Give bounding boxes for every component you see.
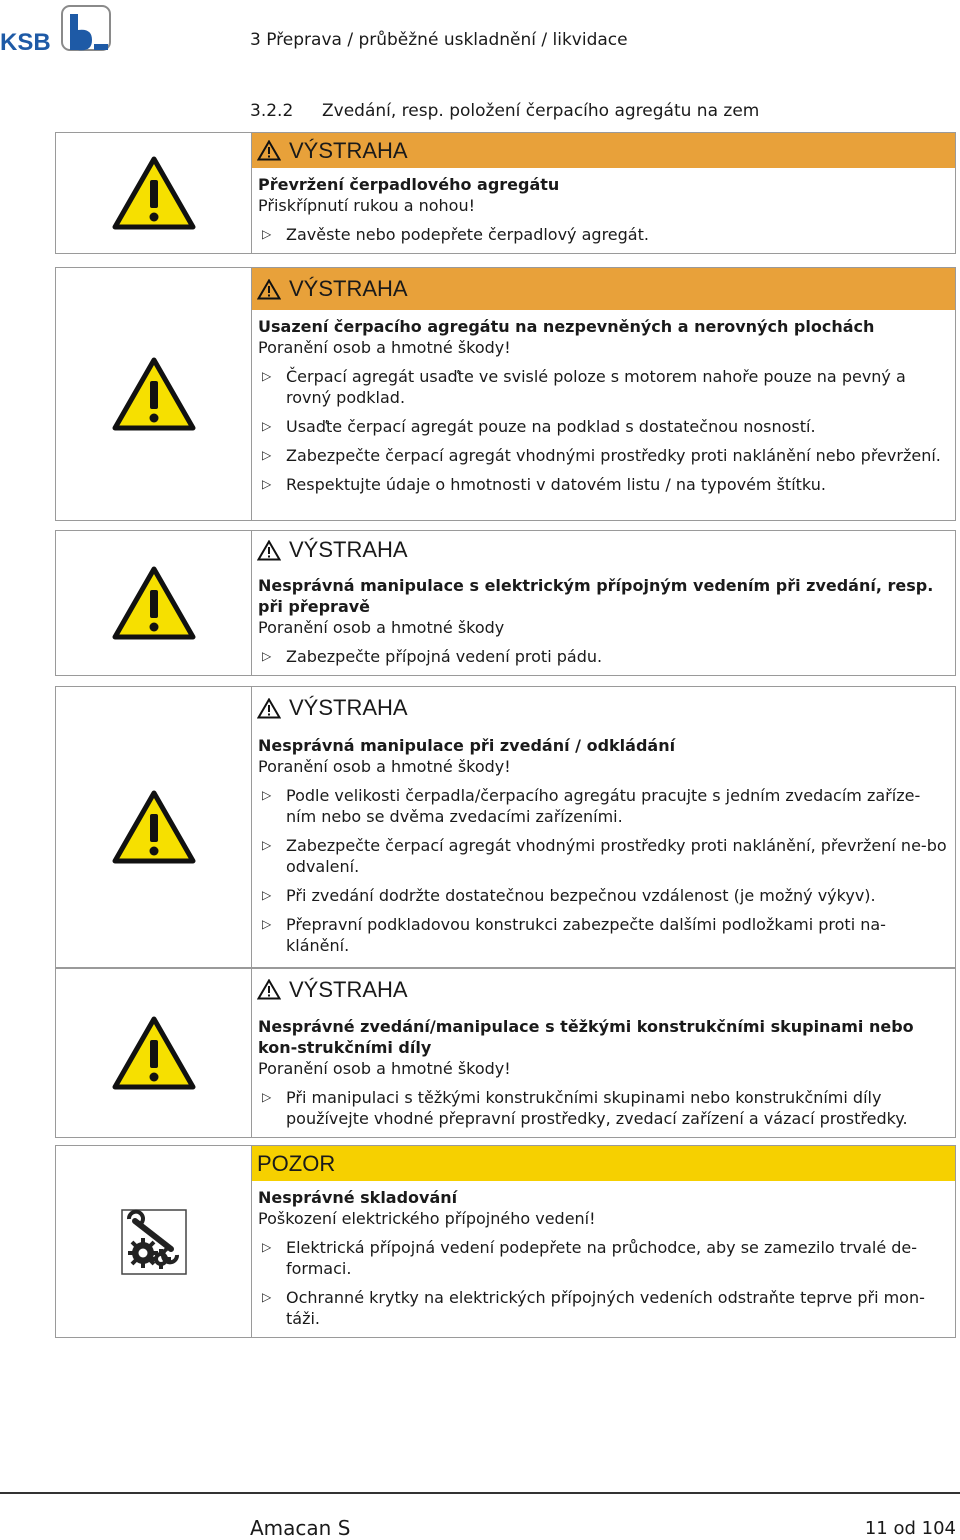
signal-word: VÝSTRAHA — [289, 137, 408, 163]
caution-block — [55, 1145, 956, 1338]
footer-divider — [0, 1492, 960, 1494]
section-number: 3.2.2 — [250, 101, 294, 121]
icon-cell — [56, 687, 252, 967]
ksb-logo — [0, 0, 118, 56]
icon-cell — [56, 531, 252, 675]
warning-sign-icon — [112, 790, 196, 864]
warning-sign-icon — [112, 156, 196, 230]
warning-block — [55, 968, 956, 1138]
hazard-title: Nesprávná manipulace s elektrickým přípojným vedením při zvedání, resp. při přepravě — [258, 576, 934, 616]
signal-word-bar — [252, 268, 955, 310]
warning-triangle-icon — [257, 279, 281, 300]
warning-block — [55, 132, 956, 254]
bullet-triangle-icon: ▷ — [262, 888, 272, 902]
icon-cell — [56, 268, 252, 520]
list-item: ▷ Zavěste nebo podepřete čerpadlový agregát. — [258, 224, 949, 245]
bullet-triangle-icon: ▷ — [262, 477, 272, 491]
footer-product: Amacan S — [250, 1516, 351, 1540]
warning-sign-icon — [112, 566, 196, 640]
list-item: ▷ Zabezpečte čerpací agregát vhodnými prostředky proti naklánění, převržení ne-bo odvalení. — [258, 835, 949, 877]
hazard-effect: Poranění osob a hmotné škody! — [258, 757, 511, 776]
signal-word: VÝSTRAHA — [289, 537, 408, 562]
hazard-title: Nesprávné zvedání/manipulace s těžkými konstrukčními skupinami nebo kon-strukčními díly — [258, 1017, 914, 1057]
section-title: Zvedání, resp. položení čerpacího agregátu na zem — [322, 101, 760, 121]
section-heading — [250, 101, 759, 121]
signal-word-bar — [252, 687, 955, 729]
icon-cell — [56, 969, 252, 1137]
hazard-effect: Poranění osob a hmotné škody — [258, 618, 505, 637]
list-item: ▷ Zabezpečte přípojná vedení proti pádu. — [258, 646, 949, 667]
signal-word: VÝSTRAHA — [289, 695, 408, 720]
list-item: ▷ Ochranné krytky na elektrických přípojných vedeních odstraňte teprve při mon-táži. — [258, 1287, 949, 1329]
hazard-effect: Poranění osob a hmotné škody! — [258, 338, 511, 357]
warning-block — [55, 686, 956, 968]
running-title: 3 Přeprava / průběžné uskladnění / likvidace — [250, 30, 628, 50]
svg-text:KSB: KSB — [0, 29, 51, 56]
list-item: ▷ Podle velikosti čerpadla/čerpacího agregátu pracujte s jedním zvedacím zaříze-ním nebo se dvěma zvedacími zařízeními. — [258, 785, 949, 827]
signal-word: POZOR — [257, 1150, 336, 1176]
list-item: ▷ Při manipulaci s těžkými konstrukčními skupinami nebo konstrukčními díly používejte vhodné přepravní prostředky, zvedací zařízení a vázací prostředky. — [258, 1087, 949, 1129]
warning-block — [55, 530, 956, 676]
warning-sign-icon — [112, 357, 196, 431]
bullet-triangle-icon: ▷ — [262, 788, 272, 802]
bullet-triangle-icon: ▷ — [262, 1240, 272, 1254]
warning-block — [55, 267, 956, 521]
list-item: ▷ Usaďte čerpací agregát pouze na podklad s dostatečnou nosností. — [258, 416, 949, 437]
bullet-triangle-icon: ▷ — [262, 227, 272, 241]
list-item: ▷ Při zvedání dodržte dostatečnou bezpečnou vzdálenost (je možný výkyv). — [258, 885, 949, 906]
signal-word-bar — [252, 133, 955, 168]
page-number: 11 od 104 — [864, 1518, 956, 1539]
warning-triangle-icon — [257, 540, 281, 561]
list-item: ▷ Zabezpečte čerpací agregát vhodnými prostředky proti naklánění nebo převržení. — [258, 445, 949, 466]
list-item: ▷ Čerpací agregát usaďte ve svislé poloze s motorem nahoře pouze na pevný a rovný podklad. — [258, 366, 949, 408]
signal-word: VÝSTRAHA — [289, 976, 408, 1002]
hazard-effect: Přiskřípnutí rukou a nohou! — [258, 196, 475, 215]
hazard-effect: Poranění osob a hmotné škody! — [258, 1059, 511, 1078]
hazard-title: Převržení čerpadlového agregátu — [258, 175, 560, 194]
bullet-triangle-icon: ▷ — [262, 448, 272, 462]
bullet-triangle-icon: ▷ — [262, 838, 272, 852]
warning-triangle-icon — [257, 140, 281, 161]
icon-cell — [56, 1146, 252, 1337]
bullet-triangle-icon: ▷ — [262, 649, 272, 663]
hazard-title: Usazení čerpacího agregátu na nezpevněných a nerovných plochách — [258, 317, 875, 336]
bullet-triangle-icon: ▷ — [262, 917, 272, 931]
gears-wrench-icon — [121, 1209, 187, 1275]
list-item: ▷ Přepravní podkladovou konstrukci zabezpečte dalšími podložkami proti na-klánění. — [258, 914, 949, 956]
bullet-triangle-icon: ▷ — [262, 1090, 272, 1104]
warning-triangle-icon — [257, 698, 281, 719]
warning-sign-icon — [112, 1016, 196, 1090]
icon-cell — [56, 133, 252, 253]
hazard-effect: Poškození elektrického přípojného vedení! — [258, 1209, 596, 1228]
list-item: ▷ Elektrická přípojná vedení podepřete na průchodce, aby se zamezilo trvalé de-formaci. — [258, 1237, 949, 1279]
hazard-title: Nesprávná manipulace při zvedání / odkládání — [258, 736, 676, 755]
warning-triangle-icon — [257, 979, 281, 1000]
signal-word: VÝSTRAHA — [289, 276, 408, 301]
list-item: ▷ Respektujte údaje o hmotnosti v datovém listu / na typovém štítku. — [258, 474, 949, 495]
bullet-triangle-icon: ▷ — [262, 419, 272, 433]
signal-word-bar — [252, 531, 955, 569]
signal-word-bar — [252, 1146, 955, 1181]
bullet-triangle-icon: ▷ — [262, 1290, 272, 1304]
bullet-triangle-icon: ▷ — [262, 369, 272, 383]
hazard-title: Nesprávné skladování — [258, 1188, 458, 1207]
signal-word-bar — [252, 969, 955, 1010]
